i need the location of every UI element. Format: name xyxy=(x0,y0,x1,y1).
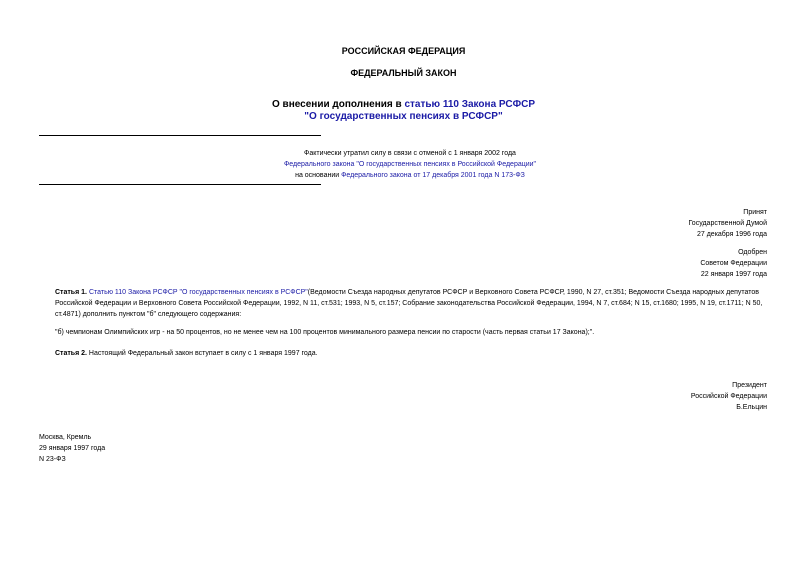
article1-link[interactable]: Статью 110 Закона РСФСР "О государственных пенсиях в РСФСР" xyxy=(88,289,308,296)
place-line3: N 23-ФЗ xyxy=(39,456,66,463)
article1-label: Статья 1. xyxy=(55,289,87,296)
status-note xyxy=(220,148,600,181)
status-note-basis-link[interactable]: Федерального закона от 17 декабря 2001 года N 173-ФЗ xyxy=(341,172,525,179)
title-article-link[interactable]: статью 110 Закона РСФСР xyxy=(404,99,535,110)
document-title-line2[interactable]: "О государственных пенсиях в РСФСР" xyxy=(304,111,503,122)
doc-type-heading: ФЕДЕРАЛЬНЫЙ ЗАКОН xyxy=(350,68,457,78)
article2-text xyxy=(39,348,770,359)
place-line1: Москва, Кремль xyxy=(39,434,92,441)
article2-label: Статья 2. xyxy=(55,350,87,357)
place-date-block xyxy=(39,432,105,465)
status-note-law-link[interactable]: Федерального закона "О государственных пенсиях в Российской Федерации" xyxy=(283,161,537,168)
title-prefix: О внесении дополнения в xyxy=(271,99,405,110)
signature-line3: Б.Ельцин xyxy=(736,404,767,411)
document-title-line1 xyxy=(0,99,807,110)
article1-paragraph xyxy=(39,287,770,320)
approved-line3: 22 января 1997 года xyxy=(700,271,767,278)
adopted-block xyxy=(688,207,767,240)
signature-block xyxy=(691,380,767,413)
signature-line1: Президент xyxy=(732,382,767,389)
bottom-divider xyxy=(39,184,321,185)
country-heading: РОССИЙСКАЯ ФЕДЕРАЦИЯ xyxy=(341,46,466,56)
signature-line2: Российской Федерации xyxy=(690,393,767,400)
top-divider xyxy=(39,135,321,136)
approved-block xyxy=(700,247,767,280)
approved-line1: Одобрен xyxy=(738,249,767,256)
article1-quote xyxy=(39,327,770,338)
article1-text xyxy=(39,287,770,320)
adopted-line2: Государственной Думой xyxy=(688,220,767,227)
status-note-line3 xyxy=(220,170,600,181)
place-line2: 29 января 1997 года xyxy=(39,445,106,452)
status-note-prefix: на основании xyxy=(295,172,342,179)
adopted-line3: 27 декабря 1996 года xyxy=(696,231,767,238)
article2-body: Настоящий Федеральный закон вступает в силу с 1 января 1997 года. xyxy=(86,350,318,357)
article2-paragraph xyxy=(39,348,770,359)
adopted-line1: Принят xyxy=(743,209,767,216)
article1-body: (Ведомости Съезда народных депутатов РСФСР и Верховного Совета РСФСР, 1990, N 27, ст.351; Ведомости Съезда народных депутатов Российской Федерации и Верховного Совета Российской Федерации, 1992, N 11, ст.531; 1993, N 5, ст.157; Собрание законодательства Российской Федерации, 1994, N 7, ст.684; N 15, ст.1680; 1995, N 19, ст.1711; N 50, ст.4871) дополнить пунктом "б" следующего содержания: xyxy=(55,289,763,318)
status-note-line1: Фактически утратил силу в связи с отменой с 1 января 2002 года xyxy=(304,150,516,157)
article1-quote-text: "б) чемпионам Олимпийских игр - на 50 процентов, но не менее чем на 100 процентов минимального размера пенсии по старости (часть первая статьи 17 Закона);". xyxy=(55,329,595,336)
approved-line2: Советом Федерации xyxy=(700,260,767,267)
